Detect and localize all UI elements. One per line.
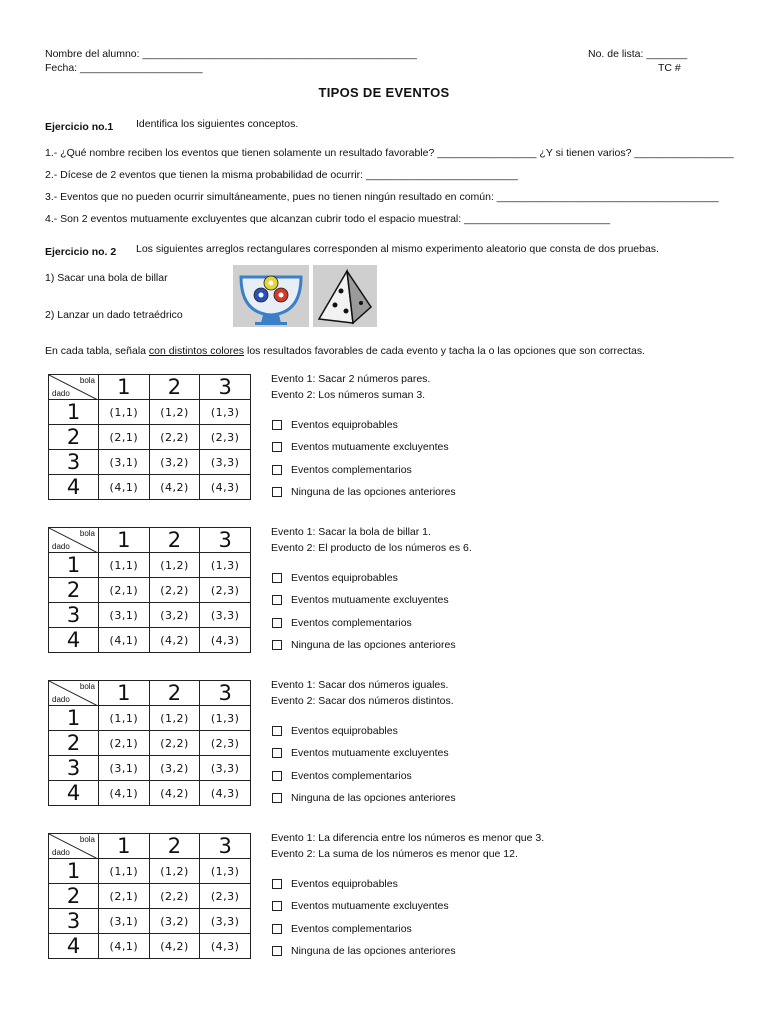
option-label: Eventos equiprobables [291,572,398,585]
outcome-cell[interactable]: (4,1) [99,781,150,806]
checkbox[interactable] [272,879,282,889]
outcome-cell[interactable]: (3,2) [149,603,200,628]
tc-label: TC # [658,62,681,74]
options-list-3 [271,720,456,809]
exercise1-instruction: Identifica los siguientes conceptos. [136,118,299,130]
outcome-cell[interactable]: (4,3) [200,934,251,959]
table-corner-cell [49,681,99,706]
event-2: Evento 2: Sacar dos números distintos. [271,695,454,707]
table-corner-cell [49,834,99,859]
option-item[interactable] [271,481,456,503]
options-list-1 [271,414,456,503]
outcome-cell[interactable]: (4,2) [149,628,200,653]
checkbox[interactable] [272,726,282,736]
outcome-cell[interactable]: (1,1) [99,706,150,731]
outcome-cell[interactable]: (3,1) [99,603,150,628]
option-item[interactable] [271,436,456,458]
outcome-cell[interactable]: (1,3) [200,553,251,578]
row-header: 3 [49,756,99,781]
outcome-cell[interactable]: (3,2) [149,450,200,475]
events-block-2 [271,524,472,556]
option-item[interactable] [271,873,456,895]
outcome-cell[interactable]: (2,3) [200,884,251,909]
corner-label-dado: dado [52,542,70,551]
table-row [49,706,251,731]
exercise1-label: Ejercicio no.1 [45,121,114,133]
event-2: Evento 2: El producto de los números es 6. [271,542,472,554]
outcome-cell[interactable]: (1,3) [200,859,251,884]
header-right [588,47,687,75]
outcome-cell[interactable]: (3,2) [149,756,200,781]
outcome-cell[interactable]: (4,2) [149,475,200,500]
outcome-cell[interactable]: (1,1) [99,553,150,578]
outcome-cell[interactable]: (2,1) [99,578,150,603]
question-2[interactable]: 2.- Dícese de 2 eventos que tienen la misma probabilidad de ocurrir: __________________________ [45,169,518,181]
option-item[interactable] [271,765,456,787]
row-header: 3 [49,450,99,475]
column-header: 2 [149,834,200,859]
checkbox[interactable] [272,946,282,956]
row-header: 1 [49,553,99,578]
column-header: 2 [149,681,200,706]
column-header: 1 [99,528,150,553]
page-title: TIPOS DE EVENTOS [318,85,450,100]
column-header: 2 [149,375,200,400]
table-row [49,628,251,653]
table-row [49,884,251,909]
checkbox[interactable] [272,465,282,475]
table-row [49,731,251,756]
outcome-cell[interactable]: (3,1) [99,756,150,781]
corner-label-bola: bola [79,376,95,385]
option-label: Eventos mutuamente excluyentes [291,747,449,760]
column-header: 3 [200,681,251,706]
outcome-cell[interactable]: (2,2) [149,884,200,909]
outcome-cell[interactable]: (2,3) [200,578,251,603]
corner-label-dado: dado [52,695,70,704]
outcome-cell[interactable]: (2,2) [149,731,200,756]
question-1[interactable]: 1.- ¿Qué nombre reciben los eventos que tienen solamente un resultado favorable? _________________ ¿Y si tienen varios? _________________ [45,147,734,159]
checkbox[interactable] [272,640,282,650]
corner-label-bola: bola [79,682,95,691]
table-row [49,934,251,959]
checkbox[interactable] [272,487,282,497]
option-item[interactable] [271,612,456,634]
table-instruction: En cada tabla, señala con distintos colores los resultados favorables de cada evento y tacha la o las opciones que son correctas. [45,345,646,357]
option-label: Eventos complementarios [291,463,412,476]
outcome-cell[interactable]: (1,3) [200,400,251,425]
table-header-row [49,375,251,400]
outcome-cell[interactable]: (3,1) [99,450,150,475]
question-4[interactable]: 4.- Son 2 eventos mutuamente excluyentes que alcanzan cubrir todo el espacio muestral: _________________________ [45,213,611,225]
outcome-cell[interactable]: (1,2) [149,553,200,578]
table-row [49,756,251,781]
outcome-cell[interactable]: (4,2) [149,934,200,959]
row-header: 4 [49,934,99,959]
exercise2-heading [45,242,116,260]
column-header: 3 [200,528,251,553]
outcome-cell[interactable]: (2,3) [200,425,251,450]
question-3[interactable]: 3.- Eventos que no pueden ocurrir simultáneamente, pues no tienen ningún resultado en común: ______________________________________ [45,191,719,203]
event-1: Evento 1: Sacar dos números iguales. [271,679,449,691]
option-item[interactable] [271,459,456,481]
row-header: 3 [49,909,99,934]
outcome-cell[interactable]: (2,2) [149,425,200,450]
outcome-cell[interactable]: (4,3) [200,781,251,806]
option-item[interactable] [271,940,456,962]
option-item[interactable] [271,787,456,809]
corner-label-dado: dado [52,848,70,857]
table-row [49,553,251,578]
table-header-row [49,681,251,706]
checkbox[interactable] [272,618,282,628]
outcome-cell[interactable]: (1,1) [99,400,150,425]
outcome-cell[interactable]: (1,2) [149,859,200,884]
option-label: Ninguna de las opciones anteriores [291,486,456,499]
column-header: 3 [200,834,251,859]
row-header: 2 [49,578,99,603]
row-header: 4 [49,475,99,500]
outcome-cell[interactable]: (4,1) [99,628,150,653]
emphasis-colors: con distintos colores [148,345,245,357]
events-block-3 [271,677,454,709]
option-item[interactable] [271,567,456,589]
tetrahedral-die-image [313,265,377,327]
option-item[interactable] [271,634,456,656]
table-header-row [49,528,251,553]
table-row [49,603,251,628]
event-2: Evento 2: Los números suman 3. [271,389,426,401]
table-row [49,909,251,934]
checkbox[interactable] [272,442,282,452]
outcome-table-4 [48,833,251,959]
table-row [49,450,251,475]
outcome-cell[interactable]: (2,1) [99,884,150,909]
outcome-table-3 [48,680,251,806]
outcome-cell[interactable]: (2,3) [200,731,251,756]
outcome-cell[interactable]: (3,3) [200,909,251,934]
option-item[interactable] [271,414,456,436]
billiard-balls-image [233,265,309,327]
options-list-2 [271,567,456,656]
events-block-4 [271,830,544,862]
table-corner-cell [49,528,99,553]
checkbox[interactable] [272,748,282,758]
outcome-cell[interactable]: (3,3) [200,450,251,475]
outcome-table-1 [48,374,251,500]
row-header: 2 [49,425,99,450]
header-left [45,47,417,75]
table-row [49,400,251,425]
table-row [49,781,251,806]
outcome-cell[interactable]: (4,3) [200,628,251,653]
events-block-1 [271,371,430,403]
exercise1-heading [45,117,113,135]
row-header: 1 [49,859,99,884]
student-name-field[interactable]: Nombre del alumno: _______________________________________________ [45,48,417,60]
event-2: Evento 2: La suma de los números es menor que 12. [271,848,518,860]
outcome-cell[interactable]: (2,2) [149,578,200,603]
table-row [49,578,251,603]
option-label: Eventos complementarios [291,922,412,935]
table-row [49,475,251,500]
checkbox[interactable] [272,793,282,803]
column-header: 1 [99,834,150,859]
option-label: Eventos mutuamente excluyentes [291,441,449,454]
row-header: 4 [49,781,99,806]
outcome-cell[interactable]: (3,3) [200,756,251,781]
option-label: Ninguna de las opciones anteriores [291,792,456,805]
options-list-4 [271,873,456,962]
outcome-cell[interactable]: (4,3) [200,475,251,500]
checkbox[interactable] [272,595,282,605]
table-row [49,425,251,450]
exercise2-label: Ejercicio no. 2 [45,246,117,258]
table-header-row [49,834,251,859]
option-label: Eventos mutuamente excluyentes [291,900,449,913]
corner-label-bola: bola [79,529,95,538]
option-label: Eventos mutuamente excluyentes [291,594,449,607]
event-1: Evento 1: La diferencia entre los números es menor que 3. [271,832,545,844]
checkbox[interactable] [272,771,282,781]
option-item[interactable] [271,742,456,764]
option-label: Eventos equiprobables [291,725,398,738]
outcome-table-2 [48,527,251,653]
corner-label-dado: dado [52,389,70,398]
experiment-step-1: 1) Sacar una bola de billar [45,272,168,284]
outcome-cell[interactable]: (2,1) [99,731,150,756]
event-1: Evento 1: Sacar 2 números pares. [271,373,431,385]
checkbox[interactable] [272,901,282,911]
table-corner-cell [49,375,99,400]
row-header: 1 [49,400,99,425]
column-header: 1 [99,681,150,706]
row-header: 2 [49,731,99,756]
outcome-cell[interactable]: (4,1) [99,934,150,959]
outcome-cell[interactable]: (1,2) [149,400,200,425]
option-label: Ninguna de las opciones anteriores [291,639,456,652]
option-item[interactable] [271,589,456,611]
date-field[interactable]: Fecha: _____________________ [45,62,203,74]
row-header: 2 [49,884,99,909]
checkbox[interactable] [272,573,282,583]
exercise2-instruction: Los siguientes arreglos rectangulares corresponden al mismo experimento aleatorio que consta de dos pruebas. [136,243,659,255]
outcome-cell[interactable]: (4,2) [149,781,200,806]
option-label: Eventos complementarios [291,769,412,782]
option-label: Ninguna de las opciones anteriores [291,945,456,958]
option-label: Eventos equiprobables [291,878,398,891]
corner-label-bola: bola [79,835,95,844]
event-1: Evento 1: Sacar la bola de billar 1. [271,526,431,538]
row-header: 1 [49,706,99,731]
option-label: Eventos complementarios [291,616,412,629]
column-header: 3 [200,375,251,400]
option-item[interactable] [271,895,456,917]
column-header: 1 [99,375,150,400]
outcome-cell[interactable]: (3,2) [149,909,200,934]
table-row [49,859,251,884]
option-label: Eventos equiprobables [291,419,398,432]
outcome-cell[interactable]: (3,3) [200,603,251,628]
list-number-field[interactable]: No. de lista: _______ [588,48,688,60]
outcome-cell[interactable]: (2,1) [99,425,150,450]
outcome-cell[interactable]: (1,1) [99,859,150,884]
checkbox[interactable] [272,924,282,934]
option-item[interactable] [271,918,456,940]
row-header: 3 [49,603,99,628]
outcome-cell[interactable]: (1,2) [149,706,200,731]
experiment-step-2: 2) Lanzar un dado tetraédrico [45,309,183,321]
outcome-cell[interactable]: (1,3) [200,706,251,731]
outcome-cell[interactable]: (3,1) [99,909,150,934]
option-item[interactable] [271,720,456,742]
column-header: 2 [149,528,200,553]
checkbox[interactable] [272,420,282,430]
outcome-cell[interactable]: (4,1) [99,475,150,500]
row-header: 4 [49,628,99,653]
